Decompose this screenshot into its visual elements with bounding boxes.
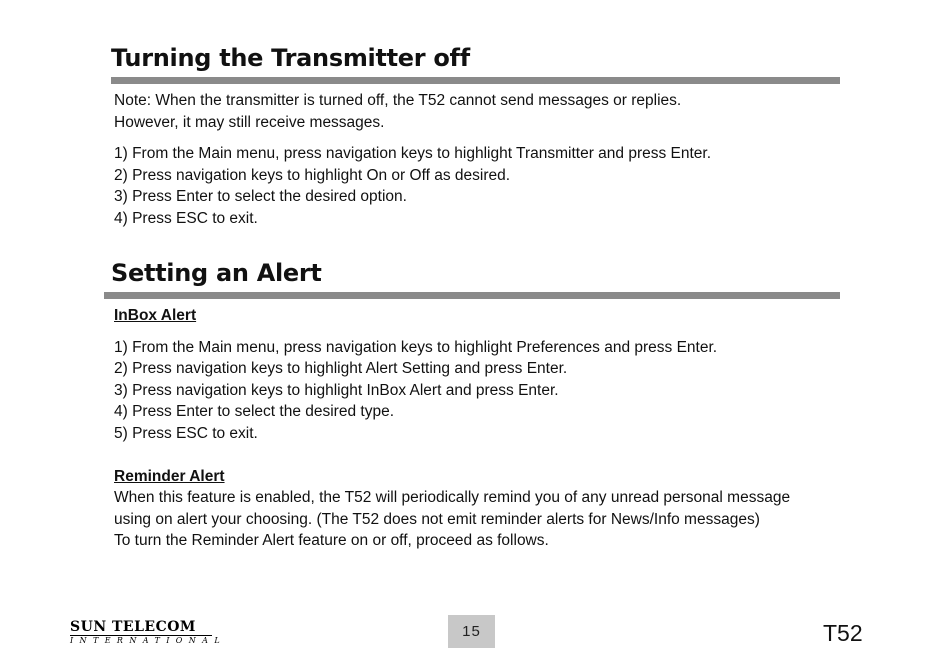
step-line: 3) Press navigation keys to highlight InBox Alert and press Enter.	[114, 381, 559, 399]
inbox-alert-heading: InBox Alert	[114, 307, 197, 324]
step-line: 2) Press navigation keys to highlight On or Off as desired.	[114, 166, 511, 184]
body-line: To turn the Reminder Alert feature on or off, proceed as follows.	[114, 532, 549, 549]
spacer	[114, 444, 854, 466]
step-line: 4) Press Enter to select the desired type.	[114, 403, 394, 420]
logo-main-text: SUN TELECOM	[70, 620, 212, 636]
step-line: 1) From the Main menu, press navigation keys to highlight Preferences and press Enter.	[114, 338, 718, 356]
transmitter-content	[114, 90, 854, 229]
model-label: T52	[823, 620, 863, 646]
step-line: 5) Press ESC to exit.	[114, 424, 258, 442]
section-rule	[104, 292, 840, 299]
step-line: 2) Press navigation keys to highlight Alert Setting and press Enter.	[114, 360, 568, 377]
step-line: 4) Press ESC to exit.	[114, 209, 258, 227]
body-line: using on alert your choosing. (The T52 does not emit reminder alerts for News/Info messages)	[114, 510, 760, 528]
sun-telecom-logo	[70, 619, 227, 646]
step-line: 1) From the Main menu, press navigation keys to highlight Transmitter and press Enter.	[114, 145, 712, 162]
reminder-alert-heading: Reminder Alert	[114, 467, 225, 485]
note-line: However, it may still receive messages.	[114, 113, 385, 131]
page-number: 15	[448, 615, 495, 648]
logo-sub-text: INTERNATIONAL	[70, 636, 227, 645]
step-line: 3) Press Enter to select the desired option.	[114, 188, 407, 205]
body-line: When this feature is enabled, the T52 will periodically remind you of any unread personal message	[114, 489, 791, 506]
section-rule	[111, 77, 840, 84]
spacer	[114, 327, 854, 337]
spacer	[114, 133, 854, 143]
section-title-transmitter: Turning the Transmitter off	[111, 44, 470, 72]
note-line: Note: When the transmitter is turned off, the T52 cannot send messages or replies.	[114, 92, 682, 109]
alert-content	[114, 305, 854, 552]
section-title-alert: Setting an Alert	[111, 259, 322, 287]
